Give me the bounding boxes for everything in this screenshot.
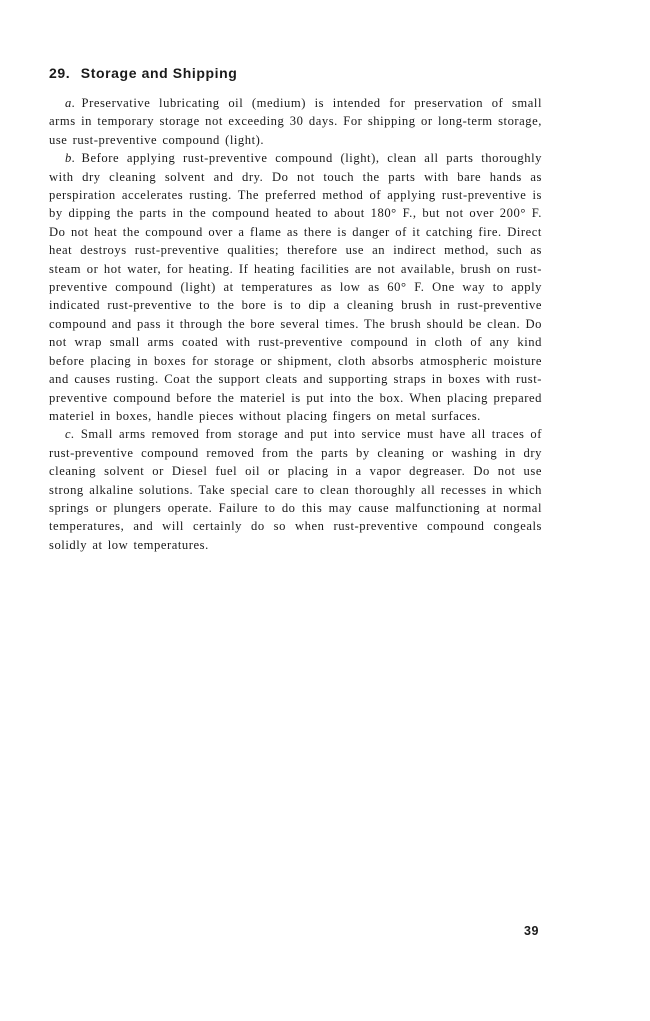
page-number: 39: [524, 924, 539, 938]
paragraph-text: Small arms removed from storage and put into service must have all traces of rust-preventive compound removed from the parts by cleaning or washing in dry cleaning solvent or Diesel fuel oil or placing in a vapor degreaser. Do not use strong alkaline solutions. Take special care to clean thoroughly all recesses in which springs or plungers operate. Failure to do this may cause malfunctioning at normal temperatures, and will certainly do so when rust-preventive compound congeals solidly at low temperatures.: [49, 427, 542, 552]
paragraph-text: Preservative lubricating oil (medium) is intended for preservation of small arms in temporary storage not exceeding 30 days. For shipping or long-term storage, use rust-preventive compound (light).: [49, 96, 542, 147]
paragraph-c: [49, 425, 542, 554]
paragraph-text: Before applying rust-preventive compound (light), clean all parts thoroughly with dry cleaning solvent and dry. Do not touch the parts with bare hands as perspiration accelerates rusting. The preferred method of applying rust-preventive is by dipping the parts in the compound heated to about 180° F., but not over 200° F. Do not heat the compound over a flame as there is danger of it catching fire. Direct heat destroys rust-preventive qualities; therefore use an indirect method, such as steam or hot water, for heating. If heating facilities are not available, brush on rust-preventive compound (light) at temperatures as low as 60° F. One way to apply indicated rust-preventive to the bore is to dip a cleaning brush in rust-preventive compound and pass it through the bore several times. The brush should be clean. Do not wrap small arms coated with rust-preventive compound in cloth of any kind before placing in boxes for storage or shipment, cloth absorbs atmospheric moisture and causes rusting. Coat the support cleats and supporting straps in boxes with rust-preventive compound before the materiel is put into the box. When placing prepared materiel in boxes, handle pieces without placing fingers on metal surfaces.: [49, 151, 542, 423]
paragraph-a: [49, 94, 542, 149]
paragraph-marker: c.: [65, 427, 75, 442]
paragraph-b: [49, 149, 542, 425]
paragraph-marker: b.: [65, 151, 76, 166]
section-title: Storage and Shipping: [80, 65, 238, 81]
page-content: [49, 64, 542, 554]
section-number: 29.: [49, 65, 71, 81]
section-heading: [49, 64, 542, 82]
paragraph-marker: a.: [65, 96, 76, 110]
